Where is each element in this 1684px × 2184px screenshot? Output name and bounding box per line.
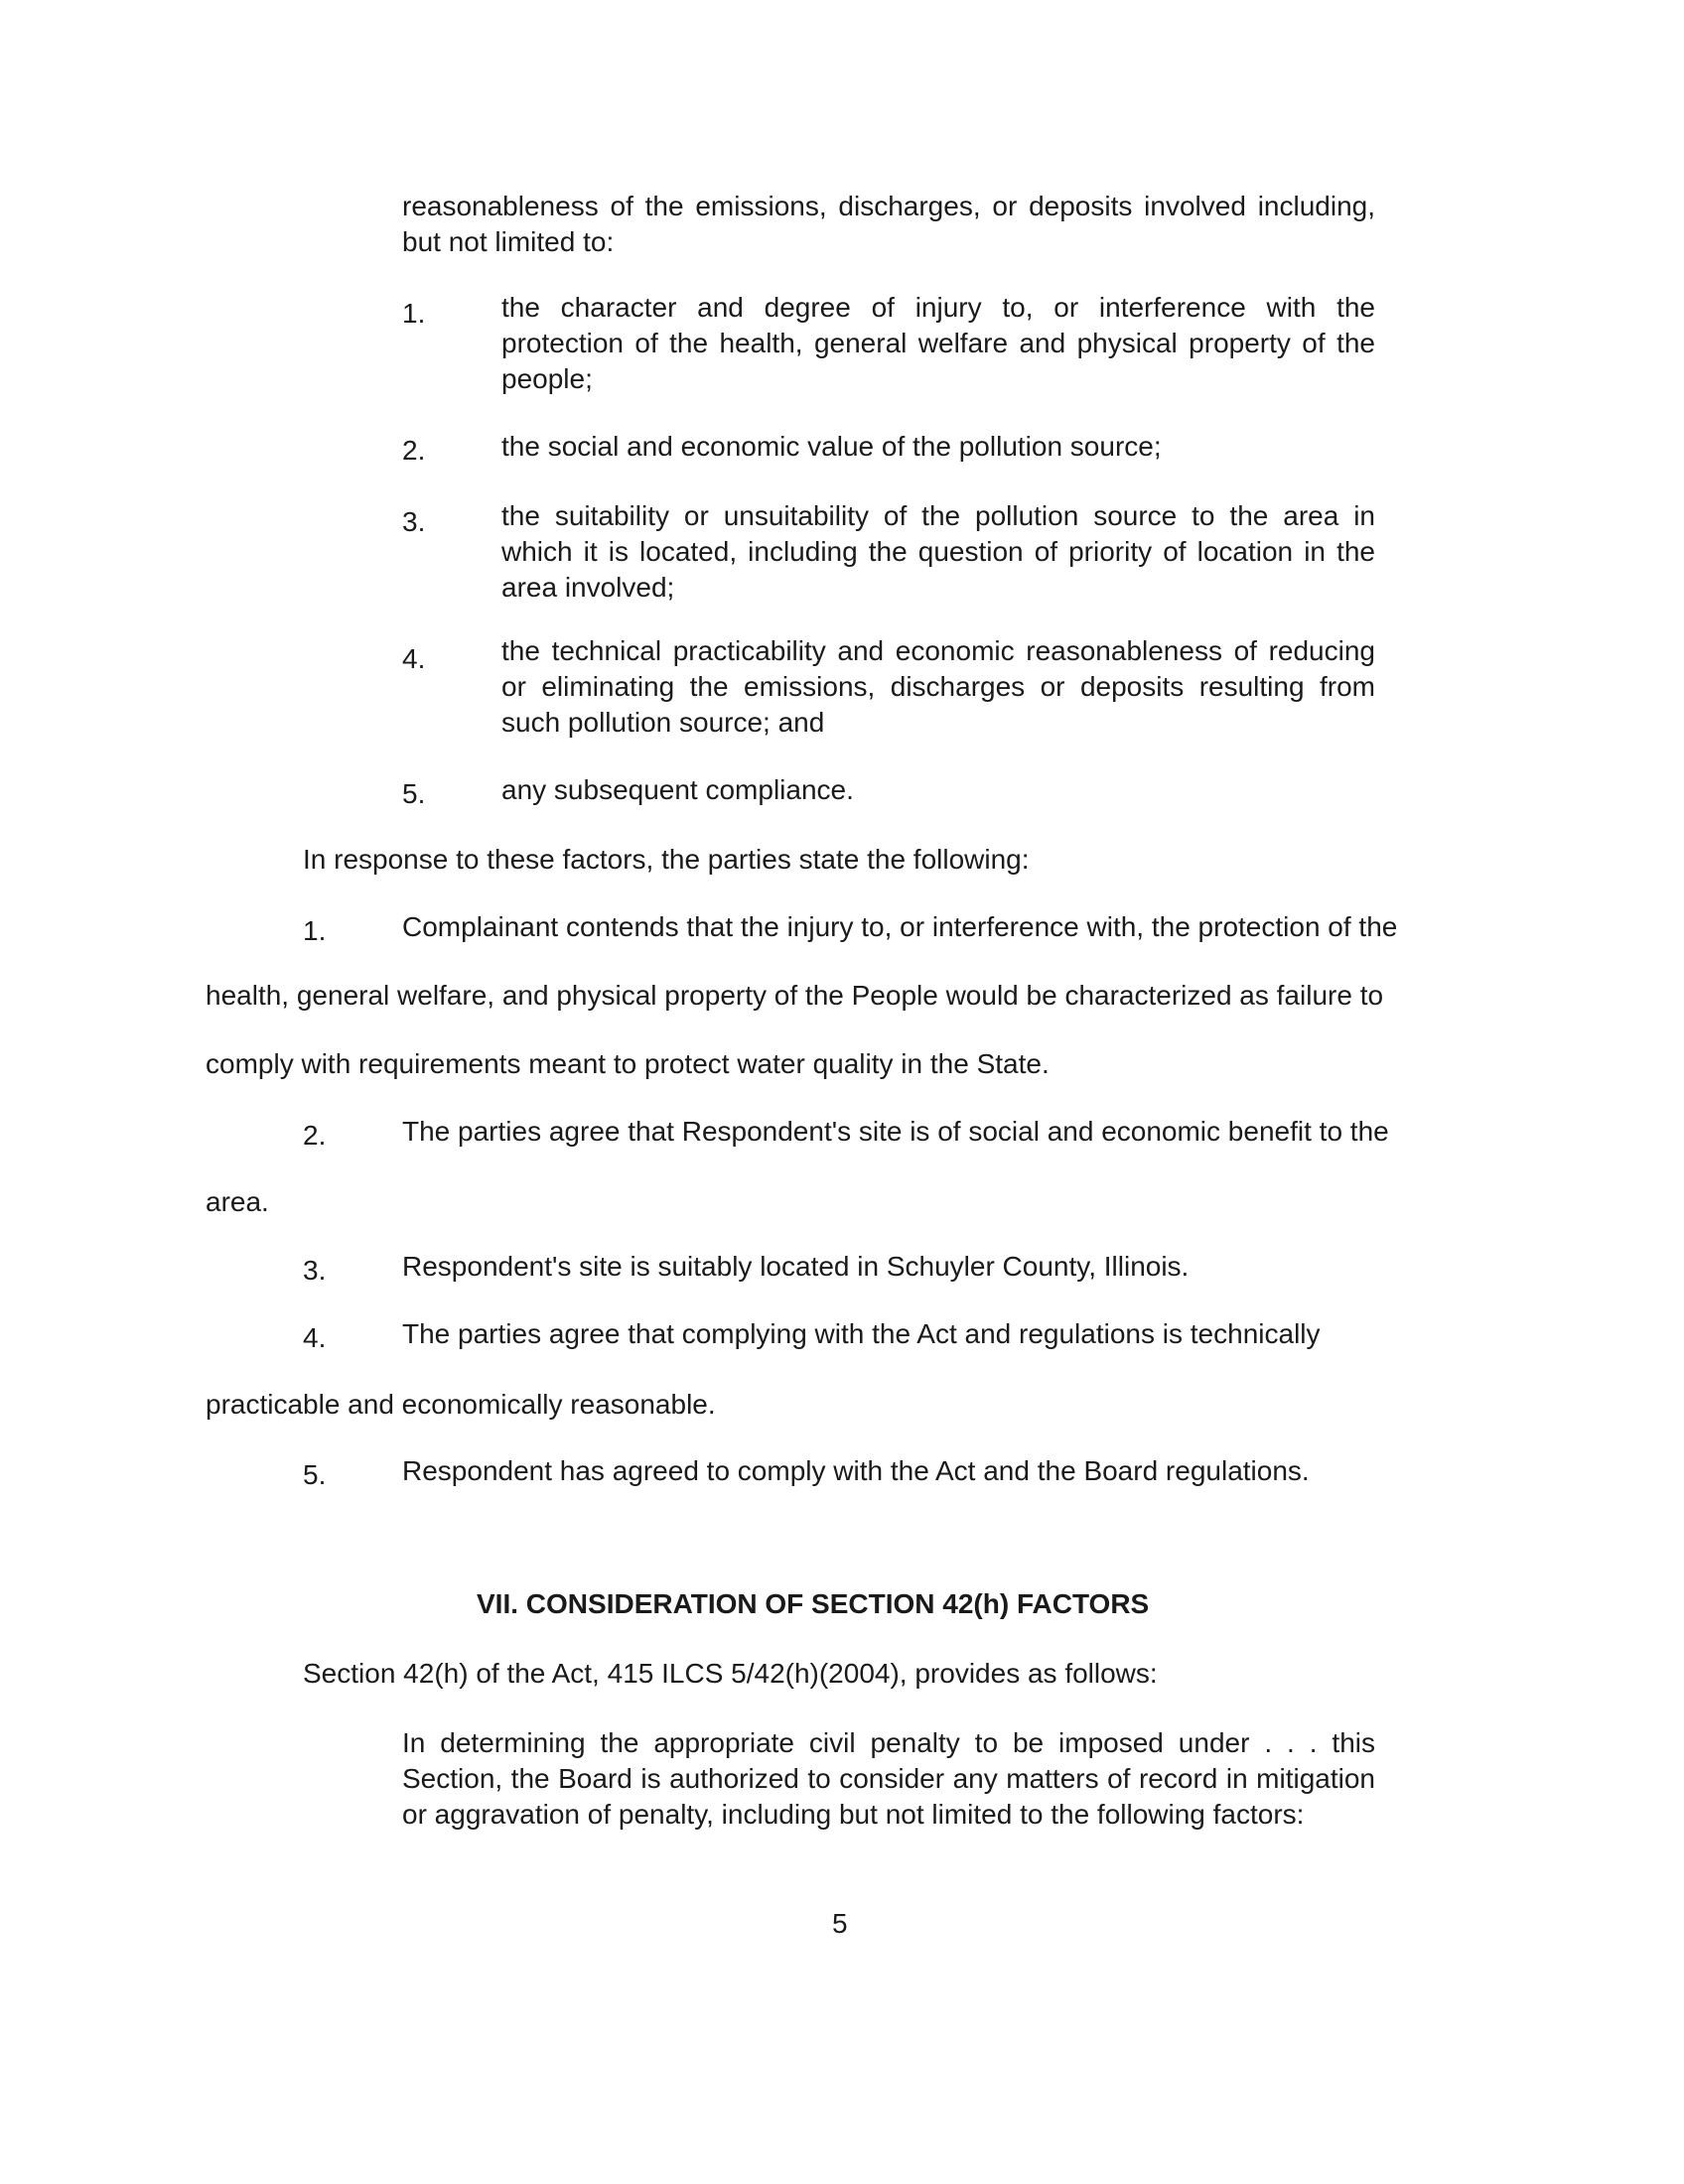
response-number: 3. — [303, 1255, 327, 1286]
section-heading: VII. CONSIDERATION OF SECTION 42(h) FACTORS — [477, 1588, 1150, 1619]
factor-number: 5. — [402, 778, 426, 809]
factor-number: 4. — [402, 643, 426, 674]
factor-number: 1. — [402, 298, 426, 329]
section-intro: Section 42(h) of the Act, 415 ILCS 5/42(h)(2004), provides as follows: — [303, 1658, 1158, 1689]
response-number: 1. — [303, 915, 327, 946]
response-line: health, general welfare, and physical property of the People would be characterized as failure to — [206, 980, 1384, 1011]
factor-text: the character and degree of injury to, or interference with the protection of the health, general welfare and physical property of the people; — [501, 292, 1375, 394]
response-first-line: Respondent has agreed to comply with the Act and the Board regulations. — [402, 1455, 1310, 1486]
response-number: 2. — [303, 1120, 327, 1151]
response-first-line: The parties agree that complying with the Act and regulations is technically — [402, 1318, 1321, 1349]
response-number: 5. — [303, 1459, 327, 1490]
response-intro: In response to these factors, the parties state the following: — [303, 844, 1030, 875]
factor-number: 2. — [402, 435, 426, 466]
response-first-line: Complainant contends that the injury to, or interference with, the protection of the — [402, 911, 1398, 942]
section-quote: In determining the appropriate civil penalty to be imposed under . . . this Section, the Board is authorized to consider any matters of record in mitigation or aggravation of penalty, including but not limited to the following factors: — [402, 1727, 1375, 1830]
response-line: area. — [206, 1186, 269, 1217]
factor-text: the technical practicability and economic reasonableness of reducing or eliminating the emissions, discharges or deposits resulting from such pollution source; and — [501, 635, 1375, 738]
response-line: practicable and economically reasonable. — [206, 1389, 716, 1420]
quote-intro: reasonableness of the emissions, discharges, or deposits involved including, but not limited to: — [402, 191, 1375, 257]
factor-number: 3. — [402, 506, 426, 537]
response-first-line: Respondent's site is suitably located in Schuyler County, Illinois. — [402, 1251, 1190, 1282]
response-number: 4. — [303, 1322, 327, 1353]
factor-text: the suitability or unsuitability of the pollution source to the area in which it is located, including the question of priority of location in the area involved; — [501, 500, 1375, 603]
factor-text: any subsequent compliance. — [501, 774, 854, 805]
response-line: comply with requirements meant to protect water quality in the State. — [206, 1048, 1050, 1079]
response-first-line: The parties agree that Respondent's site is of social and economic benefit to the — [402, 1116, 1389, 1147]
page-number: 5 — [832, 1908, 848, 1939]
factor-text: the social and economic value of the pollution source; — [501, 431, 1162, 462]
